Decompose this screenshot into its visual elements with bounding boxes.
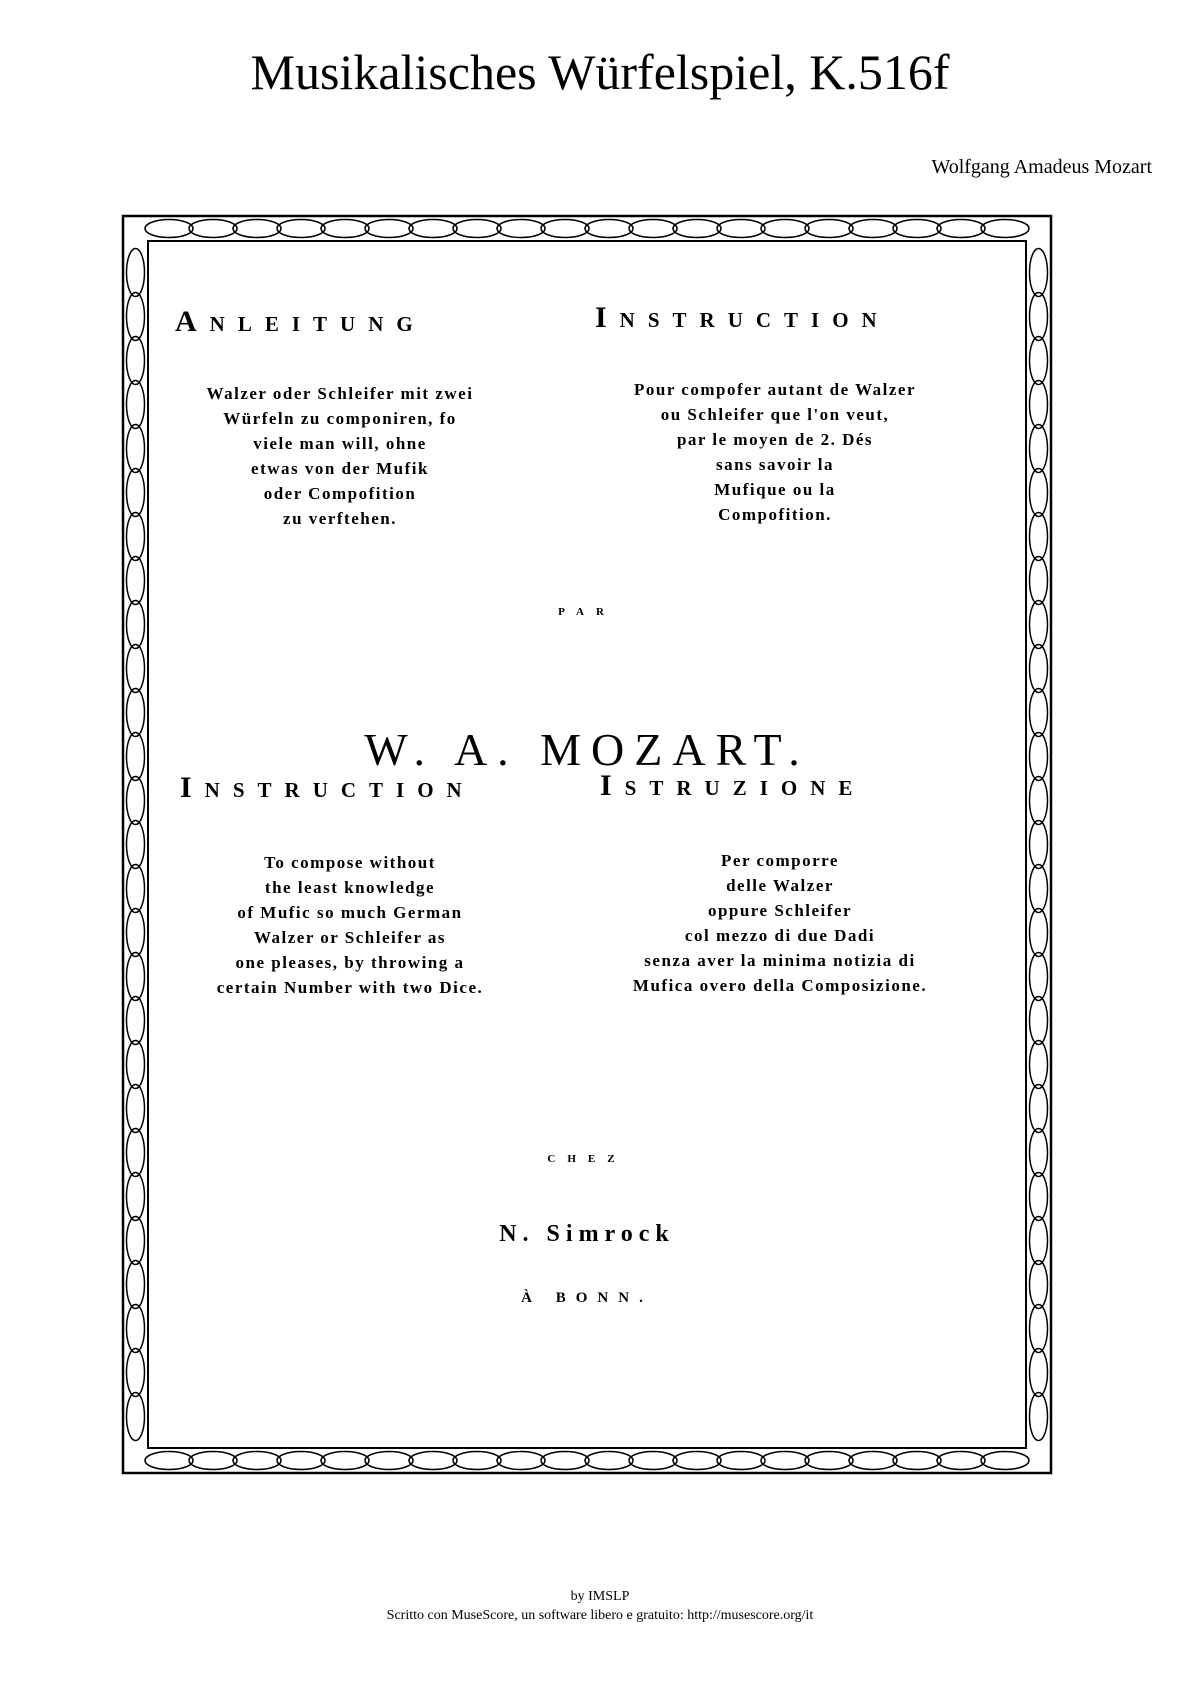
- heading-instruction-fr: Instruction: [595, 301, 890, 334]
- heading-instruction-en: Instruction: [180, 771, 475, 804]
- footer-software-note: Scritto con MuseScore, un software libero e gratuito: http://musescore.org/it: [386, 1608, 814, 1623]
- french-line: par le moyen de 2. Dés: [676, 430, 874, 449]
- english-line: one pleases, by throwing a: [235, 953, 465, 972]
- english-instructions: [140, 850, 560, 1000]
- italian-line: delle Walzer: [726, 876, 834, 895]
- german-line: oder Compofition: [263, 484, 417, 503]
- german-instructions: [135, 381, 545, 531]
- german-line: viele man will, ohne: [253, 434, 427, 453]
- page-title: Musikalisches Würfelspiel, K.516f: [250, 44, 950, 100]
- italian-line: senza aver la minima notizia di: [644, 951, 916, 970]
- german-line: zu verftehen.: [283, 509, 397, 528]
- chez-label: CHEZ: [547, 1153, 627, 1165]
- italian-line: oppure Schleifer: [707, 901, 853, 920]
- english-line: Walzer or Schleifer as: [253, 928, 447, 947]
- english-line: certain Number with two Dice.: [216, 978, 484, 997]
- french-line: Pour compofer autant de Walzer: [633, 380, 917, 399]
- par-label: PAR: [558, 606, 616, 618]
- publisher-name: N. Simrock: [499, 1221, 675, 1247]
- french-line: ou Schleifer que l'on veut,: [660, 405, 890, 424]
- composer-name: Wolfgang Amadeus Mozart: [931, 156, 1152, 178]
- italian-instructions: [570, 848, 990, 998]
- english-line: of Mufic so much German: [237, 903, 463, 922]
- english-line: the least knowledge: [264, 878, 436, 897]
- title-page-scan: [120, 213, 1054, 1476]
- french-line: Mufique ou la: [714, 480, 836, 499]
- italian-line: Per comporre: [721, 851, 839, 870]
- german-line: Walzer oder Schleifer mit zwei: [206, 384, 474, 403]
- french-line: sans savoir la: [716, 455, 834, 474]
- french-line: Compofition.: [718, 505, 832, 524]
- publisher-place: À BONN.: [521, 1290, 653, 1306]
- german-line: etwas von der Mufik: [251, 459, 429, 478]
- heading-anleitung: Anleitung: [175, 305, 426, 338]
- heading-istruzione: Istruzione: [600, 769, 866, 802]
- italian-line: col mezzo di due Dadi: [684, 926, 876, 945]
- italian-line: Mufica overo della Composizione.: [632, 976, 928, 995]
- german-line: Würfeln zu componiren, fo: [223, 409, 457, 428]
- author-name: W. A. MOZART.: [364, 724, 810, 775]
- french-instructions: [565, 377, 985, 527]
- english-line: To compose without: [264, 853, 436, 872]
- footer-credit: by IMSLP: [570, 1589, 630, 1604]
